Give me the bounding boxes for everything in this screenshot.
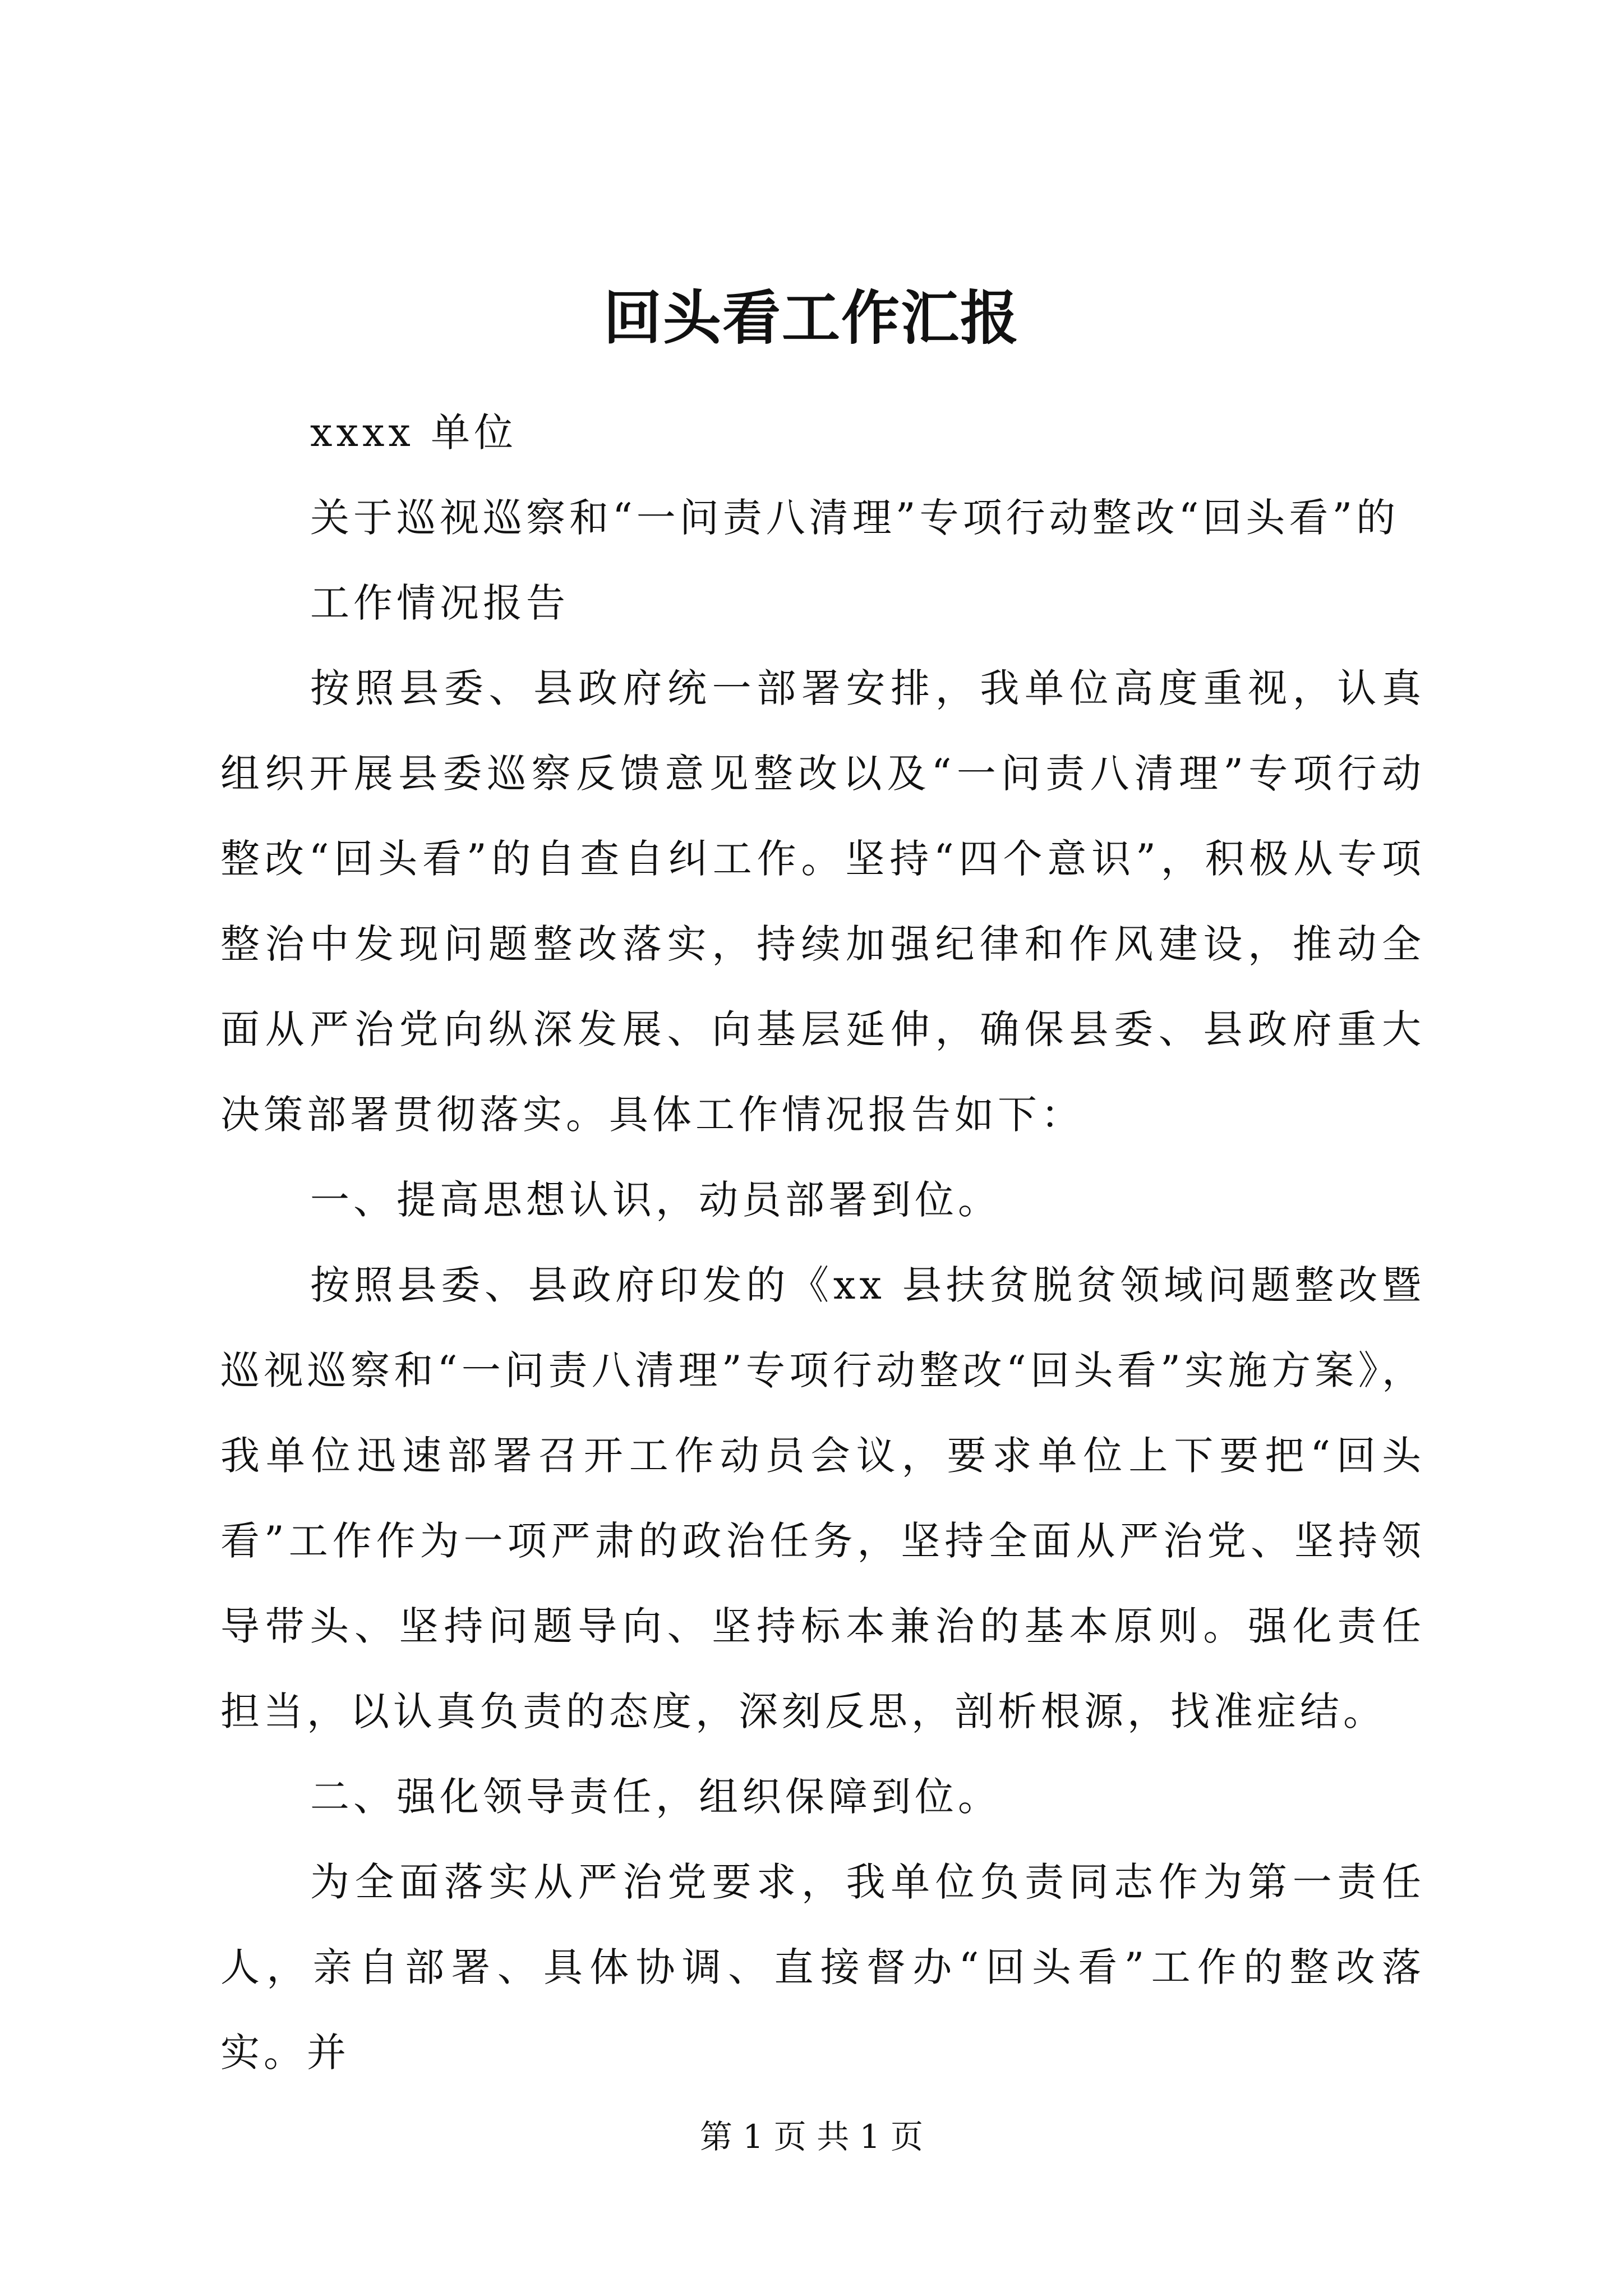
section-heading-1: 一、提高思想认识，动员部署到位。 [310,1177,1001,1223]
report-heading-line-2: 工作情况报告 [310,580,569,626]
intro-paragraph: 按照县委、县政府统一部署安排，我单位高度重视，认真组织开展县委巡察反馈意见整改以及“一问责八清理”专项行动整改“回头看”的自查自纠工作。坚持“四个意识”，积极从专项整治中发现问题整改落实，持续加强纪律和作风建设，推动全面从严治党向纵深发展、向基层延伸，确保县委、县政府重大决策部署贯彻落实。具体工作情况报告如下： [220,665,1425,1138]
section-2-paragraph: 为全面落实从严治党要求，我单位负责同志作为第一责任人，亲自部署、具体协调、直接督办“回头看”工作的整改落实。并 [220,1859,1425,2076]
document-title: 回头看工作汇报 [603,283,1020,352]
document-body [220,390,1425,2095]
section-1-paragraph: 按照县委、县政府印发的《xx 县扶贫脱贫领域问题整改暨巡视巡察和“一问责八清理”专项行动整改“回头看”实施方案》，我单位迅速部署召开工作动员会议，要求单位上下要把“回头看”工作作为一项严肃的政治任务，坚持全面从严治党、坚持领导带头、坚持问题导向、坚持标本兼治的基本原则。强化责任担当，以认真负责的态度，深刻反思，剖析根源，找准症结。 [220,1262,1425,1734]
unit-name-line: xxxx 单位 [310,409,518,455]
page-footer: 第 1 页 共 1 页 [700,2118,923,2156]
report-heading-line-1: 关于巡视巡察和“一问责八清理”专项行动整改“回头看”的 [310,495,1400,541]
section-heading-2: 二、强化领导责任，组织保障到位。 [310,1774,1001,1820]
